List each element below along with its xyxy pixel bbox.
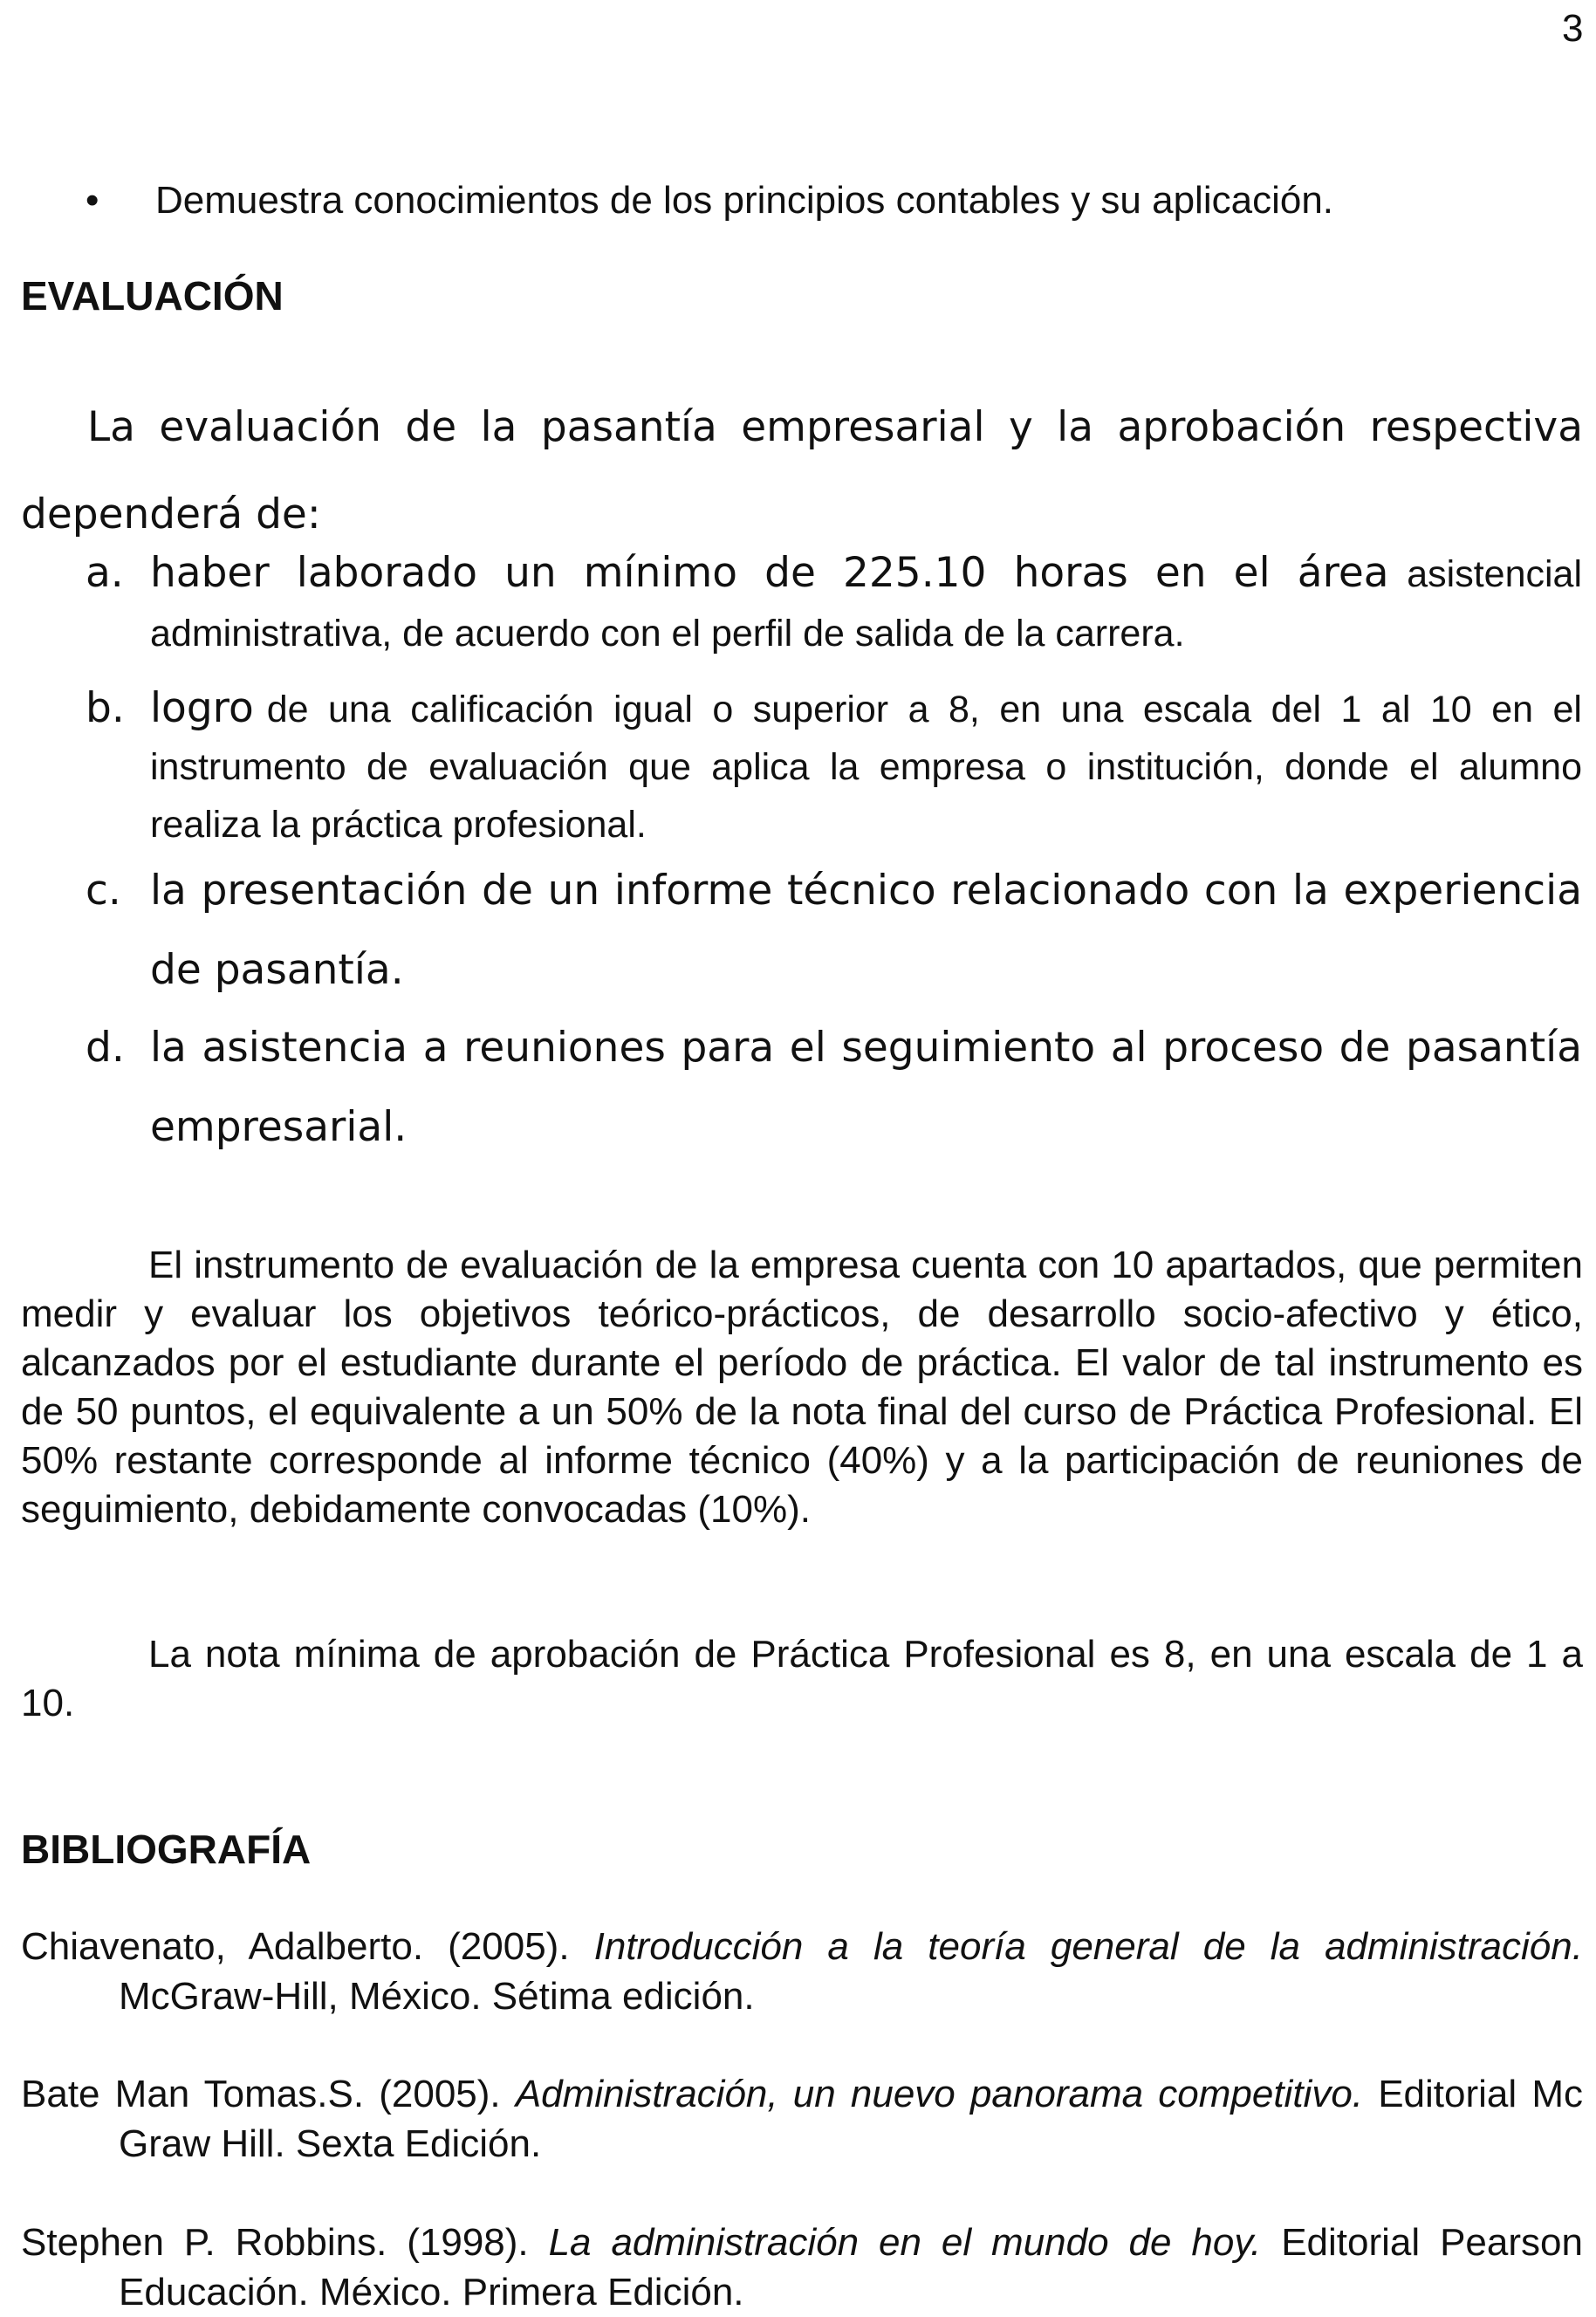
- evaluation-list-item-c: [86, 851, 1582, 1010]
- evaluation-list-item-b: [86, 683, 1582, 858]
- evaluation-heading: EVALUACIÓN: [21, 273, 284, 319]
- list-item-text: logro: [150, 684, 254, 732]
- bibliography-title: Introducción a la teoría general de la administración.: [593, 1925, 1583, 1968]
- objective-bullet-item: [86, 179, 1333, 223]
- bibliography-heading: BIBLIOGRAFÍA: [21, 1827, 312, 1872]
- evaluation-paragraph-minimum-grade: La nota mínima de aprobación de Práctica Profesional es 8, en una escala de 1 a 10.: [21, 1633, 1583, 1724]
- bibliography-author: Bate Man Tomas.S. (2005).: [21, 2073, 501, 2115]
- list-item-text: la presentación de un informe técnico relacionado con la experiencia de pasantía.: [150, 867, 1582, 994]
- bibliography-details: Editorial Mc Graw Hill. Sexta Edición.: [119, 2073, 1583, 2165]
- evaluation-list-item-d: [86, 1008, 1582, 1167]
- bibliography-author: Stephen P. Robbins. (1998).: [21, 2221, 529, 2264]
- list-marker: a.: [86, 549, 124, 597]
- list-item-text: de una calificación igual o superior a 8, en una escala del 1 al 10 en el instrumento de evaluación que aplica la empresa o institución, donde el alumno realiza la práctica profesional.: [150, 689, 1582, 846]
- bibliography-entry: [21, 2218, 1583, 2317]
- list-item-text: la asistencia a reuniones para el seguimiento al proceso de pasantía empresarial.: [150, 1024, 1582, 1151]
- page-number: 3: [1562, 7, 1584, 50]
- list-item-text: asistencial administrativa, de acuerdo con el perfil de salida de la carrera.: [150, 553, 1582, 655]
- list-marker: b.: [86, 684, 125, 732]
- bibliography-title: La administración en el mundo de hoy.: [548, 2221, 1262, 2264]
- bibliography-title: Administración, un nuevo panorama competitivo.: [515, 2073, 1364, 2115]
- bibliography-entry: [21, 2069, 1583, 2169]
- bibliography-details: Editorial Pearson Educación. México. Primera Edición.: [119, 2221, 1583, 2314]
- bibliography-entry: [21, 1922, 1583, 2021]
- evaluation-list-item-a: [86, 548, 1582, 668]
- list-item-text: haber laborado un mínimo de 225.10 horas en el área: [150, 549, 1389, 597]
- bullet-icon: •: [86, 179, 99, 222]
- list-marker: d.: [86, 1024, 125, 1072]
- bibliography-author: Chiavenato, Adalberto. (2005).: [21, 1925, 570, 1968]
- objective-bullet-text: Demuestra conocimientos de los principios contables y su aplicación.: [155, 179, 1334, 222]
- list-marker: c.: [86, 867, 121, 915]
- evaluation-intro: La evaluación de la pasantía empresarial y la aprobación respectiva dependerá de:: [21, 403, 1583, 538]
- bibliography-details: McGraw-Hill, México. Sétima edición.: [119, 1975, 755, 2018]
- evaluation-paragraph-instrument: El instrumento de evaluación de la empresa cuenta con 10 apartados, que permiten medir y evaluar los objetivos teórico-prácticos, de desarrollo socio-afectivo y ético, alcanzados por el estudiante durante el período de práctica. El valor de tal instrumento es de 50 puntos, el equivalente a un 50% de la nota final del curso de Práctica Profesional. El 50% restante corresponde al informe técnico (40%) y a la participación de reuniones de seguimiento, debidamente convocadas (10%).: [21, 1244, 1583, 1531]
